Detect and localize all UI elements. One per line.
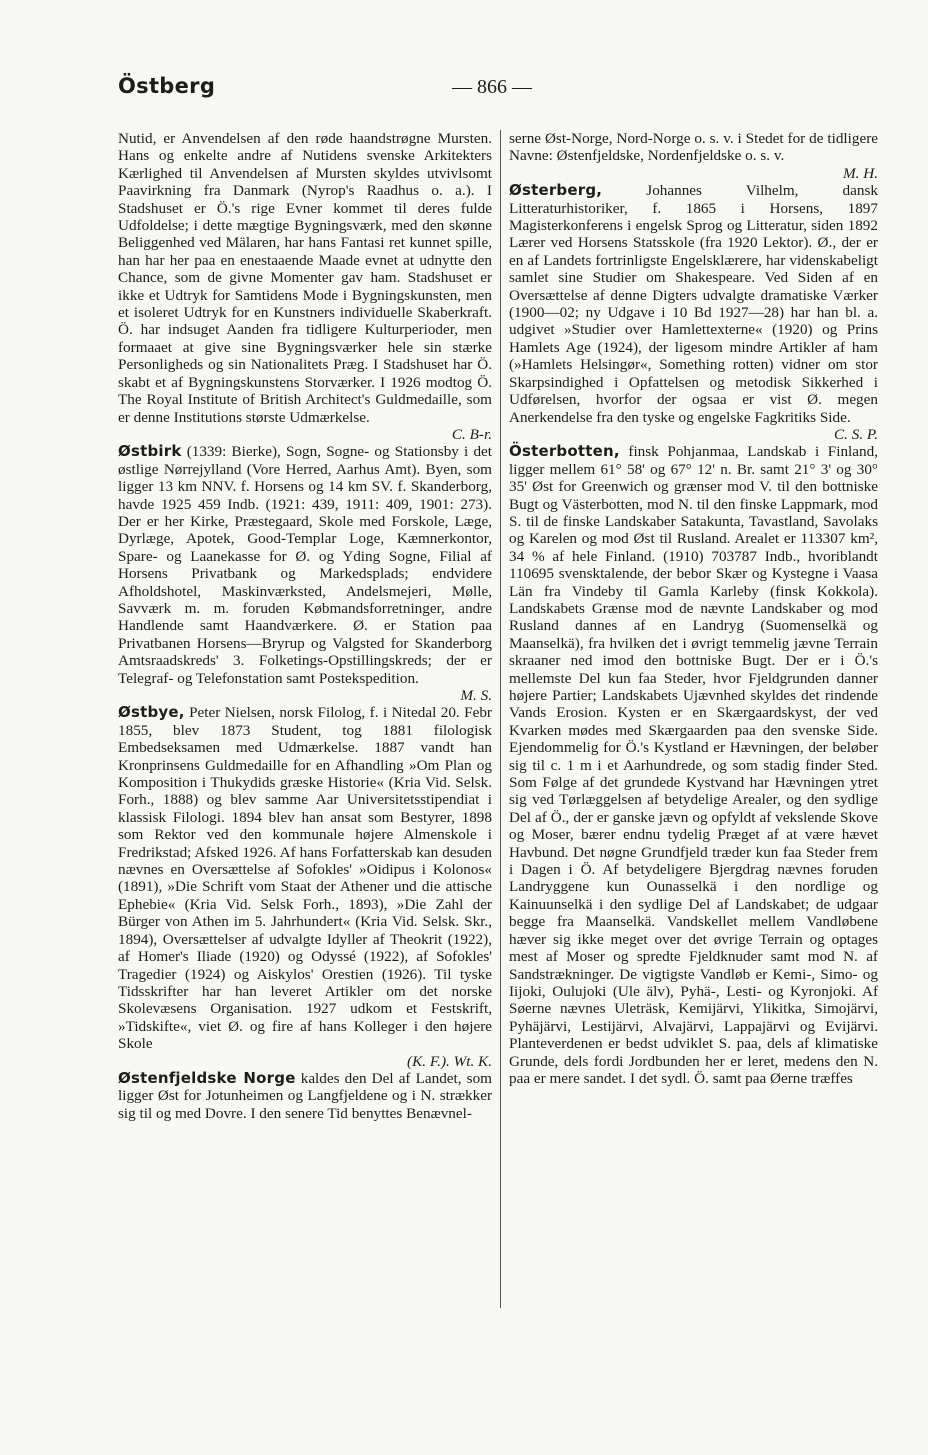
entry-osterbotten [509,443,878,1087]
entry-signature: M. S. [460,687,492,704]
entry-headword: Østbirk [118,442,182,461]
entry-ostbirk [118,443,492,704]
entry-text: Peter Nielsen, norsk Filolog, f. i Nitedal 20. Febr 1855, blev 1873 Student, tog 1881 filologisk Embedseksamen med Udmærkelse. 1887 vandt han Kronprinsens Guldmedaille for en Afhandling »Om Plan og Komposition i Thukydids græske Historie« (Kria Vid. Selsk. Forh., 1888) og blev samme Aar Universitetsstipendiat i klassisk Filologi. 1894 blev han ansat som Bestyrer, 1898 som Rektor ved den kommunale højere Almenskole i Fredrikstad; Afsked 1926. Af hans Forfatterskab kan desuden nævnes en Oversættelse af Sofokles' »Oidipus i Kolonos« (1891), »Die Schrift vom Staat der Athener und die attische Ephebie« (Kria Vid. Selsk Forh., 1893), »Die Zahl der Bürger von Athen im 5. Jahrhundert« (Kria Vid. Selsk. Skr., 1894), Oversættelser af udvalgte Idyller af Theokrit (1922), af Homer's Iliade (1920) og Odyssé (1922), af Sofokles' Tragedier (1924) og Aiskylos' Orestien (1926). Til tyske Tidsskrifter har han leveret Artikler om det norske Skolevæsens Organisation. 1927 udkom et Festskrift, »Tidskifte«, viet Ø. og fire af hans Kolleger i den højere Skole [118,704,492,1053]
entry-signature: M. H. [842,164,878,182]
entry-ostenfjeldske-norge [118,1070,492,1122]
entry-text: kaldes den Del af Landet, som ligger Øst for Jotunheimen og Langfjeldene og i N. strækker sig til og med Dovre. I den senere Tid benyttes Benævnel- [118,1069,492,1122]
entry-headword: Østerberg, [509,181,603,200]
entry-text: Nutid, er Anvendelsen af den røde haandstrøgne Mursten. Hans og enkelte andre af Nutidens svenske Arkitekters Kærlighed til Anvendelsen af Mursten skyldes utvivlsomt Paavirkning fra Danmark (Nyrop's Raadhus o. a.). I Stadshuset er Ö.'s rige Evner kommet til deres fulde Udfoldelse; i dette mægtige Bygningsværk, med den skønne Beliggenhed ved Mälaren, har hans Fantasi ret kunnet spille, han har her paa en enestaaende Maade evnet at udnytte den Chance, som de givne Momenter gav ham. Stadshuset er ikke et Udtryk for Samtidens Mode i Bygningskunsten, men et isoleret Udtryk for en Kunstners individuelle Skaberkraft. Ö. har indsuget Aanden fra tidligere Kulturperioder, men formaaet at give sine Bygningsværker hele sin stærke Personligheds og sin Nationalitets Præg. I Stadshuset har Ö. skabt et af Bygningskunstens Storværker. I 1926 modtog Ö. The Royal Institute of British Architect's Guldmedaille, som er denne Institutions største Udmærkelse. [118,130,492,426]
left-column [118,130,492,1122]
right-column [509,130,878,1087]
page-number: — 866 — [452,76,532,98]
entry-osterberg [509,182,878,443]
entry-headword: Østenfjeldske Norge [118,1068,296,1087]
column-divider [500,130,501,1308]
entry-ostenfjeldske-continued [509,130,878,182]
entry-text: finsk Pohjanmaa, Landskab i Finland, ligger mellem 61° 58' og 67° 12' n. Br. samt 21° 3' og 30° 35' Øst for Greenwich og grænser mod V. til den bottniske Bugt og Västerbotten, mod N. til den finske Lappmark, mod S. til de finske Landskaber Satakunta, Tavastland, Savolaks og Karelen og mod Øst til Rusland. Arealet er 113307 km², 34 % af hele Finland. (1910) 703787 Indb., hvoriblandt 110695 svensktalende, der bebor Skær og Kystegne i Vaasa Län fra Vindeby til Gamla Karleby (finsk Kokkola). Landskabets Grænse mod de nævnte Landskaber og mod Rusland dannes af en Landryg (Suomenselkä og Maanselkä), fra hvilken det i øvrigt temmelig jævne Terrain skraaner ned imod den bottniske Bugt. Der er i Ö.'s mellemste Del kun faa Steder, hvor Fjeldgrunden danner højere Partier; Landskabets Ujævnhed skyldes det rindende Vands Erosion. Kysten er en Skærgaardskyst, der ved Kvarken mødes med Skærgaarden paa den svenske Side. Ejendommelig for Ö.'s Kystland er Hævningen, der beløber sig til c. 1 m i et Aarhundrede, og som stadig finder Sted. Som Følge af det grundede Kystvand har Hævningen ytret sig ved Tørlæggelsen af betydelige Arealer, og den sydlige Del af Ö., der er ganske jævn og opfyldt af vekslende Skove og Moser, bærer endnu tydelig Præget af at være hævet Havbund. Det nøgne Grundfjeld træder kun faa Steder frem i Dagen i Ö. Af betydeligere Bjergdrag nævnes foruden Landryggene kun Ounasselkä i den nordlige og Kainuunselkä i den sydlige Del af Landskabet; de udgaar begge fra Maanselkä. Vandskellet mellem Vandløbene hæver sig ikke meget over det øvrige Terrain og optages mest af Moser og spredte Fjeldknuder samt mod N. af Sandstrækninger. De vigtigste Vandløb er Kemi-, Simo- og Iijoki, Oulujoki (Ule älv), Pyhä-, Lesti- og Kyronjoki. Af Søerne nævnes Uleträsk, Kemijärvi, Ylikitka, Simojärvi, Pyhäjärvi, Lestijärvi, Alvajärvi, Lappajärvi og Evijärvi. Planteverdenen er bedst udviklet S. paa, dels af klimatiske Grunde, dels fordi Jordbunden her er leret, medens den N. paa er mere sandet. I det sydl. Ö. samt paa Øerne træffes [509,443,879,1087]
running-head: Östberg [118,74,216,98]
entry-signature: C. B-r. [451,425,492,443]
entry-signature: (K. F.). Wt. K. [407,1052,492,1070]
entry-text: Johannes Vilhelm, dansk Litteraturhistoriker, f. 1865 i Horsens, 1897 Magisterkonferens i engelsk Sprog og Litteratur, siden 1892 Lærer ved Horsens Statsskole (fra 1920 Lektor). Ø., der er en af Landets fortrinligste Engelsklærere, har videnskabeligt samlet sine Studier om Shakespeare. Ved Siden af en Oversættelse af denne Digters udvalgte dramatiske Værker (1900—02; ny Udgave i 10 Bd 1927—28) har han bl. a. udgivet »Studier over Hamlettexterne« (1920) og Prins Hamlets Age (1924), der ligesom mindre Artikler af ham (»Hamlets Helsingør«, Something rotten) vidner om stor Skarpsindighed i Opfattelsen og metodisk Sikkerhed i Udførelsen, hvorfor der ogsaa er vist Ø. megen Anerkendelse fra den tyske og engelske Fagkritiks Side. [509,182,878,426]
page-header [0,70,928,110]
entry-ostbye [118,704,492,1070]
entry-text: (1339: Bierke), Sogn, Sogne- og Stationsby i det østlige Nørrejylland (Vore Herred, Aarhus Amt). Byen, som ligger 13 km NNV. f. Horsens og 14 km SV. f. Skanderborg, havde 1925 459 Indb. (1921: 439, 1911: 409, 1901: 273). Der er her Kirke, Præstegaard, Skole med Forskole, Læge, Dyrlæge, Apotek, Good-Templar Loge, Kæmnerkontor, Spare- og Laanekasse for Ø. og Yding Sogne, Filial af Horsens Privatbank og Markedsplads; endvidere Afholdshotel, Maskinværksted, Andelsmejeri, Mølle, Savværk m. m. foruden Købmandsforretninger, andre Handlende samt Haandværkere. Ø. er Station paa Privatbanen Horsens—Bryrup og Valgsted for Skanderborg Amtsraadskreds' 3. Folketings-Opstillingskreds; der er Telegraf- og Telefonstation samt Postekspedition. [118,443,492,687]
entry-text: serne Øst-Norge, Nord-Norge o. s. v. i Stedet for de tidligere Navne: Østenfjeldske, Nordenfjeldske o. s. v. [509,130,878,165]
entry-headword: Østbye, [118,703,185,722]
entry-headword: Österbotten, [509,442,620,461]
entry-signature: C. S. P. [833,425,878,443]
entry-ostberg-continued [118,130,492,443]
